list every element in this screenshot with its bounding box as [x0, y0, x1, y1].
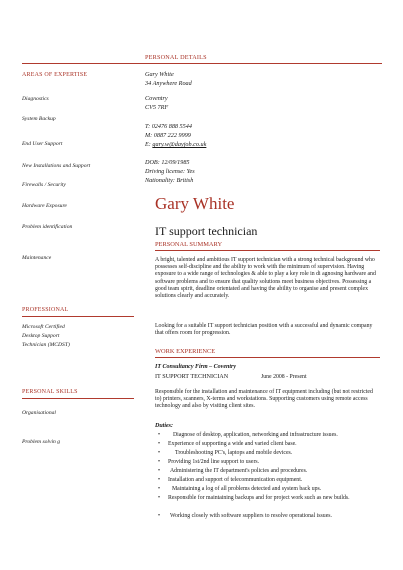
job-title: IT support technician [155, 224, 258, 238]
duty-item: Maintaining a log of all problems detected and system back ups. [172, 486, 322, 492]
bullet-icon: • [158, 459, 161, 465]
bullet-icon: • [158, 513, 161, 519]
pd-email-row [145, 141, 206, 149]
skill-item: Problem solvin g [22, 439, 61, 445]
bullet-icon: • [158, 450, 161, 456]
duty-item: Diagnose of desktop, application, networking and infrastructure issues. [173, 432, 338, 438]
duty-item: Responsible for maintaining backups and for project work such as new builds. [168, 495, 350, 501]
bullet-icon: • [158, 477, 161, 483]
expertise-item: Hardware Exposure [22, 203, 67, 209]
bullet-icon: • [158, 468, 161, 474]
duty-item: Administering the IT department's policies and procedures. [170, 468, 308, 474]
experience-divider [155, 357, 380, 358]
expertise-item: Maintenance [22, 255, 52, 261]
professional-heading: PROFESSIONAL [22, 307, 69, 313]
experience-heading: WORK EXPERIENCE [155, 348, 216, 355]
summary-goal: Looking for a suitable IT support technician position with a successful and dynamic company that offers room for progression. [155, 323, 373, 337]
professional-divider [22, 316, 134, 317]
pd-phone-m: M: 0887 222 9999 [145, 132, 191, 139]
cert-line1: Microsoft Certified [22, 324, 65, 330]
company-name: IT Consultancy Firm – Coventry [155, 364, 237, 370]
top-divider [22, 63, 382, 64]
pd-postcode: CV5 7RF [145, 104, 169, 111]
pd-address1: 34 Anywhere Road [145, 80, 192, 87]
skills-heading: PERSONAL SKILLS [22, 389, 78, 395]
pd-address2: Coventry [145, 95, 168, 102]
bullet-icon: • [158, 432, 161, 438]
expertise-item: Diagnostics [22, 96, 49, 102]
candidate-name: Gary White [155, 194, 235, 213]
role-title: IT SUPPORT TECHNICIAN [155, 373, 229, 380]
role-dates: June 2008 - Present [261, 374, 307, 380]
personal-details-heading: PERSONAL DETAILS [145, 54, 207, 61]
expertise-heading: AREAS OF EXPERTISE [22, 72, 88, 78]
pd-nationality: Nationality: British [145, 177, 194, 184]
pd-dob: DOB: 12/09/1985 [145, 159, 190, 166]
expertise-item: System Backup [22, 116, 56, 122]
role-description: Responsible for the installation and maintenance of IT equipment including (but not restricted to) printers, scanners, X-terms and workstations. Supporting customers using remote access technology and also by visiting client sites. [155, 389, 373, 410]
skills-divider [22, 398, 134, 399]
skill-item: Organisational [22, 410, 56, 416]
bullet-icon: • [158, 495, 161, 501]
expertise-item: Problem identification [22, 224, 73, 230]
cert-line2: Desktop Support [22, 333, 60, 339]
summary-heading: PERSONAL SUMMARY [155, 241, 223, 248]
duty-item: Installation and support of telecommunication equipment. [168, 477, 303, 483]
duties-label: Duties: [155, 423, 173, 429]
email-link[interactable]: gary.w@dayjob.co.uk [152, 141, 207, 148]
summary-divider [155, 250, 380, 251]
pd-phone-t: T: 02476 888 5544 [145, 123, 192, 130]
pd-email-prefix: E: [145, 141, 151, 148]
pd-license: Driving license: Yes [145, 168, 195, 175]
expertise-item: New Installations and Support [22, 163, 91, 169]
duty-item: Experience of supporting a wide and varied client base. [168, 441, 297, 447]
expertise-item: Firewalls / Security [22, 182, 66, 188]
duty-item: Working closely with software suppliers to resolve operational issues. [170, 513, 332, 519]
summary-paragraph: A bright, talented and ambitious IT support technician with a strong technical background who possesses self-discipline and the ability to work with the minimum of supervision. Having exposure to a wide range of technologies & able to play a key role in di agnosing hardware and software problems and to ensure that quality solutions meet business objectives. Possessing a good team spirit, deadline orientated and having the ability to organise and present complex solutions clearly and accurately. [155, 257, 376, 300]
bullet-icon: • [158, 441, 161, 447]
expertise-item: End User Support [22, 141, 63, 147]
pd-name: Gary White [145, 71, 174, 78]
bullet-icon: • [158, 486, 161, 492]
cert-line3: Technician (MCDST) [22, 342, 70, 348]
duty-item: Troubleshooting PC's, laptops and mobile devices. [175, 450, 293, 456]
duty-item: Providing 1st/2nd line support to users. [168, 459, 260, 465]
